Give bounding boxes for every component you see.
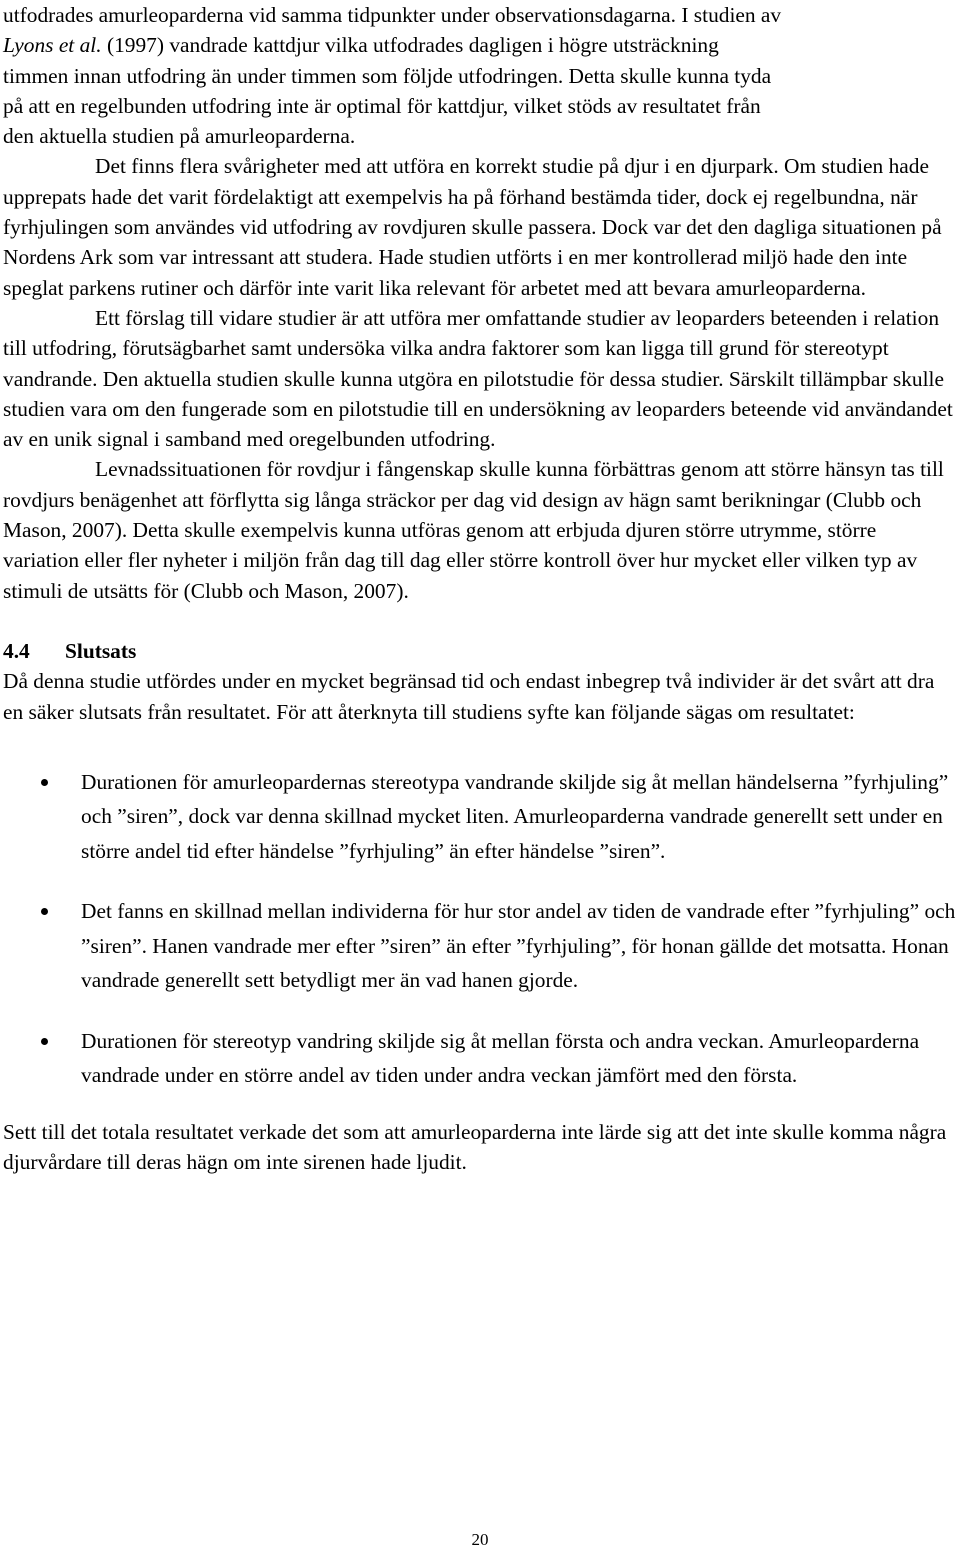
section-heading: [3, 636, 956, 666]
conclusion-closing: Sett till det totala resultatet verkade det som att amurleoparderna inte lärde sig att det inte skulle komma några djurvårdare till deras hägn om inte sirenen hade ljudit.: [3, 1119, 947, 1175]
bullet-icon: [41, 779, 48, 786]
list-item: [3, 1024, 956, 1093]
section-number: 4.4: [3, 638, 30, 663]
page-number: 20: [471, 1530, 489, 1549]
conclusion-intro: Då denna studie utfördes under en mycket begränsad tid och endast inbegrep två individer är det svårt att dra en säker slutsats från resultatet. För att återknyta till studiens syfte kan följande sägas om resultatet:: [3, 669, 935, 724]
paragraph-continued: [3, 0, 956, 151]
paragraph-future-studies: Ett förslag till vidare studier är att utföra mer omfattande studier av leoparders beteenden i relation till utfodring, förutsägbarhet samt undersöka vilka andra faktorer som kan ligga till grund för stereotypt vandrande. Den aktuella studien skulle kunna utgöra en pilotstudie för dessa studier. Särskilt tillämpbar skulle studien vara om den fungerade som en pilotstudie till en undersökning av leoparders beteende vid användandet av en unik signal i samband med oregelbunden utfodring.: [3, 305, 953, 452]
list-item-text: Durationen för stereotyp vandring skiljde sig åt mellan första och andra veckan. Amurleoparderna vandrade under en större andel av tiden under andra veckan jämfört med den första.: [81, 1028, 920, 1088]
conclusion-list: [3, 765, 956, 1093]
paragraph-line: utfodrades amurleoparderna vid samma tidpunkter under observationsdagarna. I studien av: [3, 3, 782, 27]
paragraph-line: den aktuella studien på amurleoparderna.: [3, 124, 356, 149]
paragraph-line: timmen innan utfodring än under timmen som följde utfodringen. Detta skulle kunna tyda: [3, 63, 772, 88]
paragraph-difficulties: Det finns flera svårigheter med att utföra en korrekt studie på djur i en djurpark. Om studien hade upprepats hade det varit fördelaktigt att exempelvis ha på förhand bestämda tider, dock ej regelbundna, när fyrhjulingen som användes vid utfodring av rovdjuren skulle passera. Dock var det den dagliga situationen på Nordens Ark som var intressant att studera. Hade studien utförts i en mer kontrollerad miljö hade den inte speglat parkens rutiner och därför inte varit lika relevant för arbetet med att bevara amurleoparderna.: [3, 154, 942, 300]
paragraph-line: [3, 30, 956, 60]
list-item-text: Det fanns en skillnad mellan individerna för hur stor andel av tiden de vandrade efter ”fyrhjuling” och ”siren”. Hanen vandrade mer efter ”siren” än efter ”fyrhjuling”, för honan gällde det motsatta. Honan vandrade generellt sett betydligt mer än vad hanen gjorde.: [81, 899, 956, 993]
list-item: [3, 765, 956, 869]
list-item-text: Durationen för amurleopardernas stereotypa vandrande skiljde sig åt mellan händelserna ”fyrhjuling” och ”siren”, dock var denna skillnad mycket liten. Amurleoparderna vandrade generellt sett under en större andel tid efter händelse ”fyrhjuling” än efter händelse ”siren”.: [81, 769, 949, 863]
paragraph-line-rest: (1997) vandrade kattdjur vilka utfodrades dagligen i högre utsträckning: [106, 33, 719, 58]
bullet-icon: [41, 1038, 48, 1045]
list-item: [3, 894, 956, 998]
paragraph-line: på att en regelbunden utfodring inte är optimal för kattdjur, vilket stöds av resultatet från: [3, 93, 761, 118]
citation-italic: Lyons et al.: [3, 33, 102, 58]
bullet-icon: [41, 908, 48, 915]
paragraph-living-situation: Levnadssituationen för rovdjur i fångenskap skulle kunna förbättras genom att större hänsyn tas till rovdjurs benägenhet att förflytta sig långa sträckor per dag vid design av hägn samt berikningar (Clubb och Mason, 2007). Detta skulle exempelvis kunna utföras genom att erbjuda djuren större utrymme, större variation eller fler nyheter i miljön från dag till dag eller större kontroll över hur mycket eller vilken typ av stimuli de utsätts för (Clubb och Mason, 2007).: [3, 457, 944, 603]
section-title: Slutsats: [65, 638, 137, 663]
